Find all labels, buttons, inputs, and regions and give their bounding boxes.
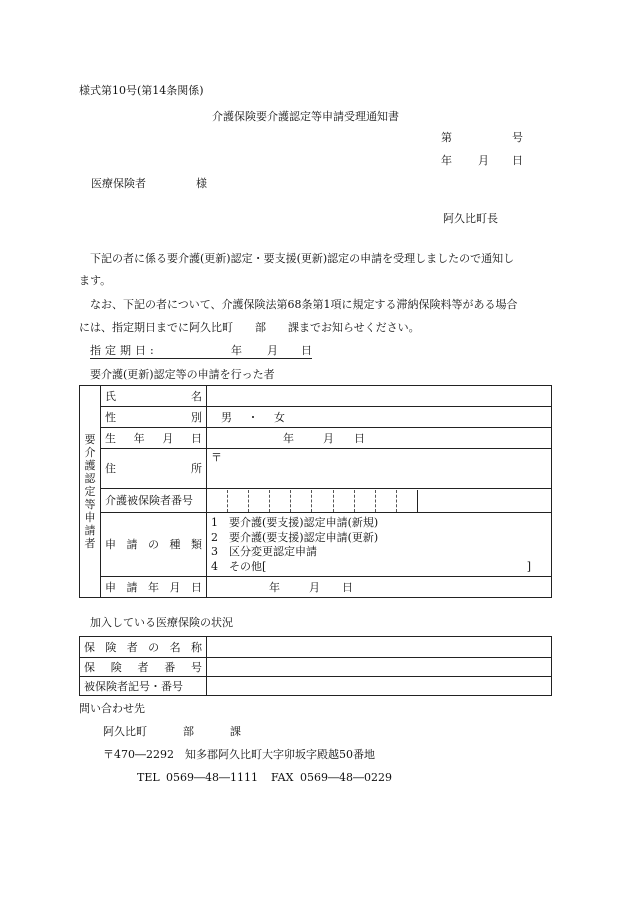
- insurer-name-field[interactable]: [207, 637, 552, 658]
- other-close-bracket: ]: [526, 559, 531, 573]
- date-year: 年: [441, 154, 452, 167]
- name-label: 氏 名: [101, 386, 207, 407]
- application-date-field[interactable]: 年 月 日: [207, 577, 552, 598]
- insured-number-field[interactable]: [207, 489, 552, 513]
- application-type-1[interactable]: 1 要介護(要支援)認定申請(新規): [211, 516, 379, 529]
- document-title: 介護保険要介護認定等申請受理通知書: [212, 110, 399, 123]
- designated-date: [90, 344, 312, 359]
- dob-field[interactable]: 年 月 日: [207, 428, 552, 449]
- application-date-label: 申 請 年 月 日: [101, 577, 207, 598]
- address-label: 住 所: [101, 449, 207, 489]
- insured-symbol-field[interactable]: [207, 677, 552, 696]
- applicant-table: [79, 385, 552, 598]
- sex-field[interactable]: 男 ・ 女: [207, 407, 552, 428]
- designated-date-day: 日: [301, 344, 312, 357]
- insurer-number-field[interactable]: [207, 658, 552, 677]
- application-type-label: 申 請 の 種 類: [101, 513, 207, 577]
- addressee-name: 医療保険者: [91, 177, 146, 190]
- sex-label: 性 別: [101, 407, 207, 428]
- contact-dept: 部: [183, 725, 194, 738]
- body-paragraph2-line1: なお、下記の者について、介護保険法第68条第1項に規定する滞納保険料等がある場合: [90, 298, 518, 311]
- application-type-4[interactable]: 4 その他[: [211, 559, 267, 573]
- contact-tel: 0569―48―1111: [166, 771, 258, 784]
- application-type-2[interactable]: 2 要介護(要支援)認定申請(更新): [211, 530, 379, 544]
- name-field[interactable]: [207, 386, 552, 407]
- application-type-3[interactable]: 3 区分変更認定申請: [211, 545, 317, 558]
- body-paragraph2-line2: には、指定期日までに阿久比町 部 課までお知らせください。: [79, 321, 420, 334]
- contact-section: 課: [230, 725, 241, 738]
- applicant-section-caption: 要介護(更新)認定等の申請を行った者: [90, 368, 275, 381]
- insurance-table: [79, 636, 552, 696]
- date-month: 月: [478, 154, 489, 167]
- addressee-honorific: 様: [196, 177, 207, 190]
- address-field[interactable]: [207, 449, 552, 489]
- contact-town: 阿久比町: [103, 725, 147, 738]
- doc-number-prefix: 第: [441, 131, 452, 144]
- contact-heading: 問い合わせ先: [79, 702, 145, 715]
- contact-address: 〒470―2292 知多郡阿久比町大字卯坂字殿越50番地: [103, 748, 375, 761]
- postal-mark: 〒: [211, 451, 222, 464]
- insured-symbol-label: 被保険者記号・番号: [80, 677, 207, 696]
- insurer-name-label: 保 険 者 の 名 称: [80, 637, 207, 658]
- date-day: 日: [512, 154, 523, 167]
- applicant-side-label: 要 介 護 認 定 等 申 請 者: [80, 386, 101, 598]
- contact-fax: 0569―48―0229: [300, 771, 392, 784]
- designated-date-month: 月: [267, 344, 278, 357]
- form-number: 様式第10号(第14条関係): [79, 84, 204, 97]
- contact-fax-label: FAX: [271, 771, 294, 784]
- contact-tel-label: TEL: [137, 771, 160, 784]
- doc-number-suffix: 号: [512, 131, 523, 144]
- insurer-number-label: 保 険 者 番 号: [80, 658, 207, 677]
- body-paragraph1-line1: 下記の者に係る要介護(更新)認定・要支援(更新)認定の申請を受理しましたので通知し: [90, 252, 515, 265]
- application-type-field[interactable]: [207, 513, 552, 577]
- designated-date-year: 年: [231, 344, 242, 357]
- designated-date-label: 指定期日:: [90, 344, 158, 357]
- sender-name: 阿久比町長: [443, 212, 498, 225]
- insurance-section-caption: 加入している医療保険の状況: [90, 616, 233, 629]
- dob-label: 生 年 月 日: [101, 428, 207, 449]
- insured-number-label: 介護被保険者番号: [101, 489, 207, 513]
- body-paragraph1-line2: ます。: [79, 274, 112, 287]
